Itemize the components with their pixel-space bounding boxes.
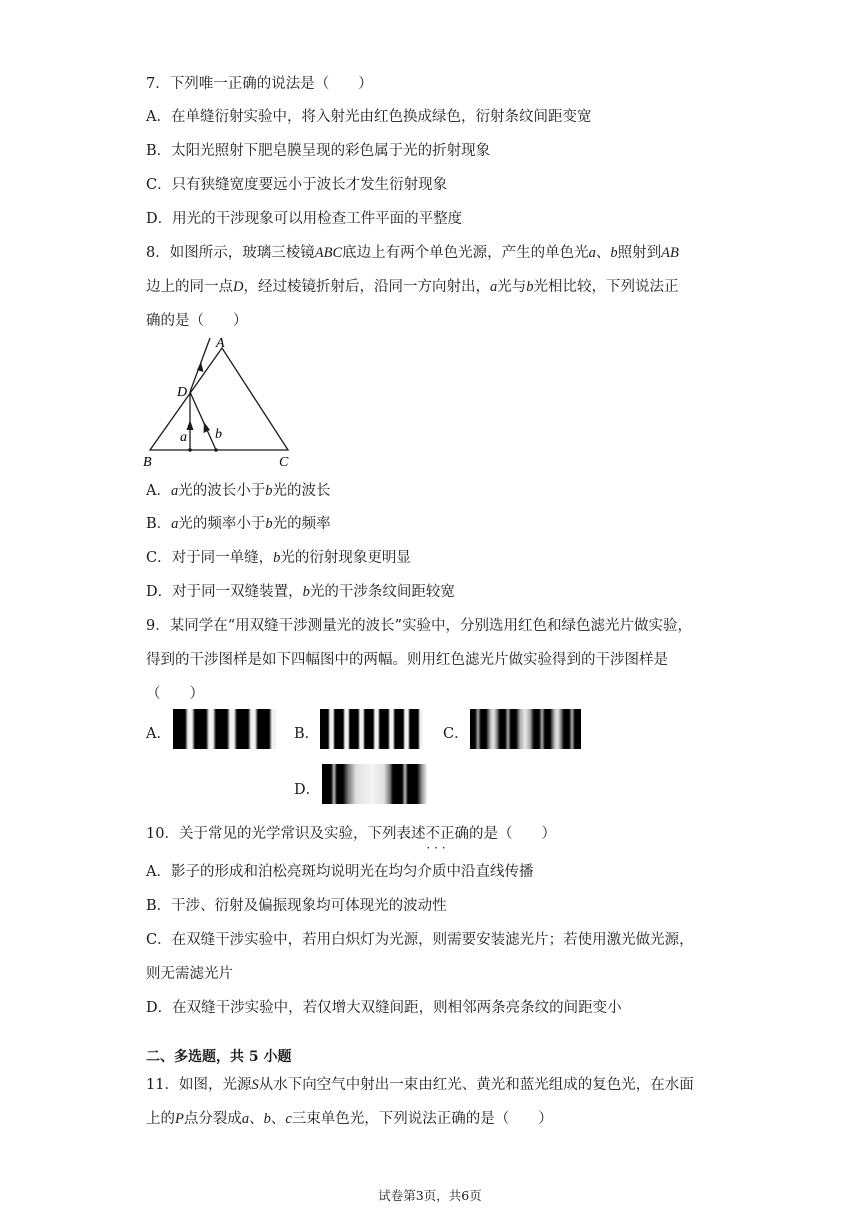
section-heading: 二、多选题，共 5 小题 <box>146 1049 292 1065</box>
q8-option-c: C．对于同一单缝，b光的衍射现象更明显 <box>146 550 411 566</box>
q8-option-d: D．对于同一双缝装置，b光的干涉条纹间距较宽 <box>146 584 455 600</box>
q11-stem-line1: 11．如图，光源S从水下向空气中射出一束由红光、黄光和蓝光组成的复色光，在水面 <box>146 1077 694 1093</box>
q7-option-c: C．只有狭缝宽度要远小于波长才发生衍射现象 <box>146 177 448 193</box>
q10-stem: 10．关于常见的光学常识及实验，下列表述不正确 · · ·的是（ ） <box>146 824 556 844</box>
label-B: B <box>143 455 152 470</box>
arrow-a <box>187 420 194 430</box>
prism-figure <box>140 334 300 470</box>
q8-stem-line1: 8．如图所示，玻璃三棱镜ABC底边上有两个单色光源，产生的单色光a、b照射到AB <box>146 245 679 261</box>
q8-stem-line2: 边上的同一点D，经过棱镜折射后，沿同一方向射出，a光与b光相比较，下列说法正 <box>146 279 679 295</box>
label-a: a <box>180 430 187 445</box>
q9-stem-line1: 9．某同学在“用双缝干涉测量光的波长”实验中，分别选用红色和绿色滤光片做实验， <box>146 618 693 634</box>
ray-b <box>190 392 216 450</box>
q8-option-a: A．a光的波长小于b光的波长 <box>146 483 331 499</box>
q8-stem-line3: 确的是（ ） <box>146 313 248 329</box>
q10-option-c-line1: C．在双缝干涉实验中，若用白炽灯为光源，则需要安装滤光片；若使用激光做光源， <box>146 932 694 948</box>
q10-option-c-line2: 则无需滤光片 <box>146 966 233 982</box>
fringe-pattern-b <box>320 709 423 749</box>
q10-option-d: D．在双缝干涉实验中，若仅增大双缝间距，则相邻两条亮条纹的间距变小 <box>146 1000 622 1016</box>
source-a-dot <box>188 448 192 452</box>
q9-stem-line2: 得到的干涉图样是如下四幅图中的两幅。则用红色滤光片做实验得到的干涉图样是 <box>146 652 668 668</box>
q10-option-a: A．影子的形成和泊松亮斑均说明光在均匀介质中沿直线传播 <box>146 864 534 880</box>
fringe-pattern-d <box>322 764 427 804</box>
label-b: b <box>215 427 222 442</box>
q9-option-b-label: B． <box>294 726 320 742</box>
q10-option-b: B．干涉、衍射及偏振现象均可体现光的波动性 <box>146 898 447 914</box>
q7-stem: 7．下列唯一正确的说法是（ ） <box>146 76 373 92</box>
arrow-b <box>204 422 211 433</box>
source-b-dot <box>214 448 218 452</box>
label-D: D <box>177 385 188 400</box>
q7-option-b: B．太阳光照射下肥皂膜呈现的彩色属于光的折射现象 <box>146 143 491 159</box>
q8-option-b: B．a光的频率小于b光的频率 <box>146 516 331 532</box>
q9-option-c-label: C． <box>443 726 469 742</box>
q7-option-d: D．用光的干涉现象可以用检查工件平面的平整度 <box>146 211 463 227</box>
fringe-pattern-c <box>470 709 581 749</box>
fringe-pattern-a <box>173 709 276 749</box>
q7-option-a: A．在单缝衍射实验中，将入射光由红色换成绿色，衍射条纹间距变宽 <box>146 109 592 125</box>
q9-option-d-label: D． <box>294 782 321 798</box>
q11-stem-line2: 上的P点分裂成a、b、c三束单色光，下列说法正确的是（ ） <box>146 1111 553 1127</box>
q9-stem-line3: （ ） <box>146 686 204 702</box>
q9-option-a-label: A． <box>146 726 171 742</box>
label-A: A <box>216 336 225 351</box>
page-footer: 试卷第3页，共6页 <box>378 1188 482 1203</box>
label-C: C <box>279 455 289 470</box>
emphasis-dots: 不正确 · · · <box>425 826 469 842</box>
